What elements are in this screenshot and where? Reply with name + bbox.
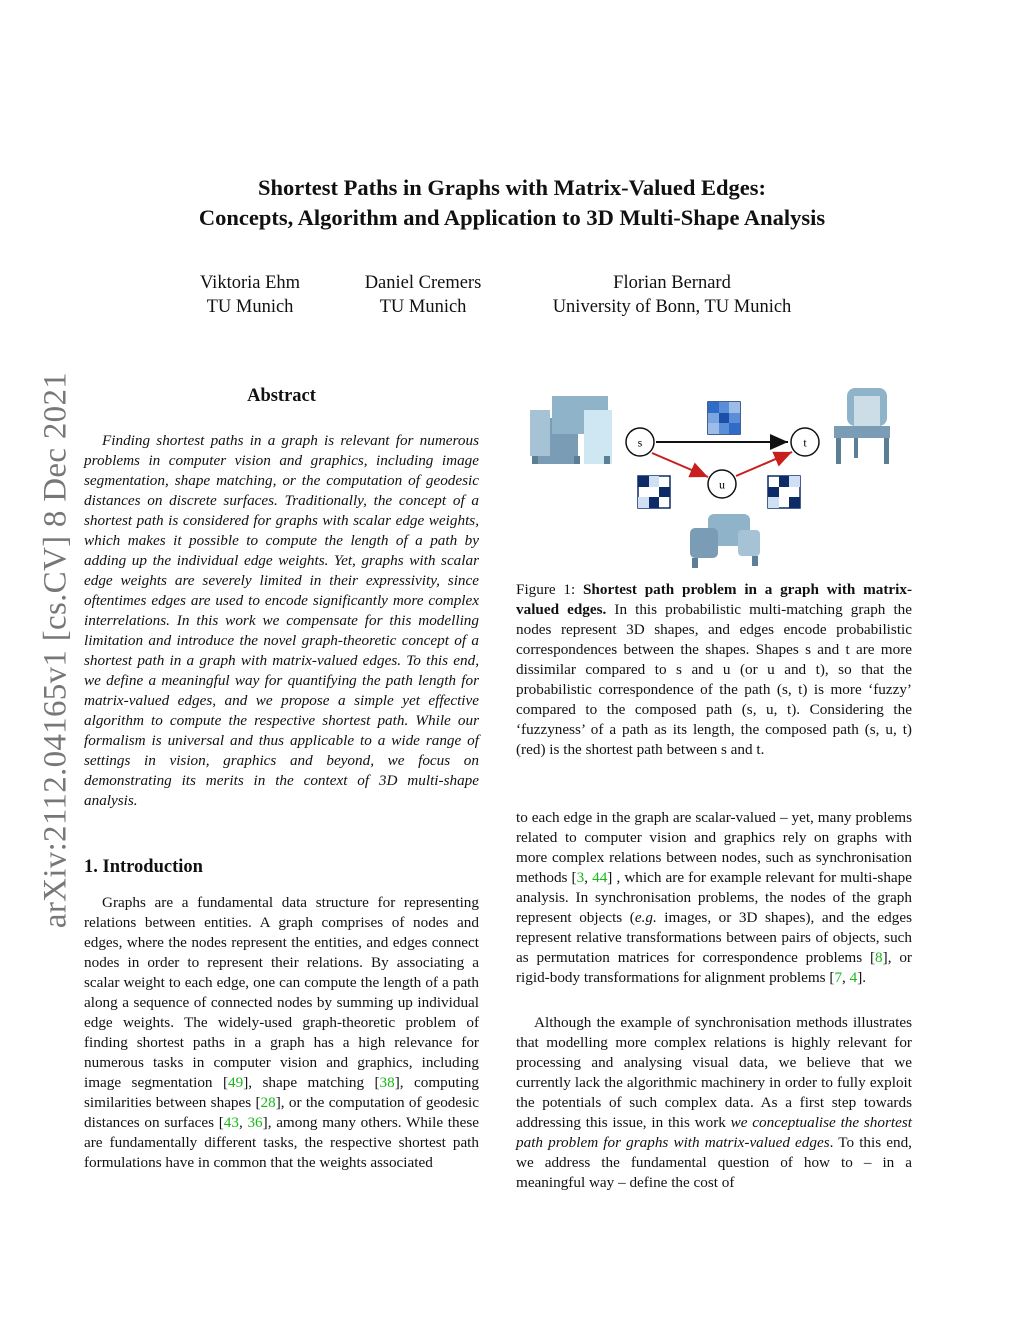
citation-link[interactable]: 28 [260, 1094, 276, 1111]
figure-1-graph [522, 380, 912, 575]
author-name: Daniel Cremers [364, 273, 482, 293]
figure-1-caption: Figure 1: Shortest path problem in a graph with matrix-valued edges. In this probabilistic multi-matching graph the nodes represent 3D shapes, and edges encode probabilistic correspondences between the shapes. Shapes s and t are more dissimilar compared to s and u (or u and t), so that the probabilistic correspondence of the path (s, t) is more ‘fuzzy’ compared to the composed path (s, u, t). Considering the ‘fuzzyness’ of a path as its length, the composed path (s, u, t) (red) is the shortest path between s and t. [516, 581, 912, 758]
matrix-icon-su [638, 476, 670, 508]
paper-title [0, 173, 1024, 233]
svg-text:t: t [803, 435, 807, 450]
chair-shape-t [834, 388, 890, 464]
svg-text:s: s [637, 435, 643, 450]
author-name: Viktoria Ehm [199, 273, 301, 293]
author-1 [180, 271, 320, 319]
citation-link[interactable]: 4 [849, 969, 858, 986]
author-2 [348, 271, 498, 319]
title-line-2: Concepts, Algorithm and Application to 3D Multi-Shape Analysis [198, 205, 826, 230]
armchair-shape-s [530, 396, 612, 464]
citation-link[interactable]: 38 [379, 1074, 395, 1091]
edge-s-u [652, 453, 708, 477]
armchair-shape-u [690, 514, 760, 568]
node-u [708, 470, 736, 498]
author-affiliation: TU Munich [206, 297, 294, 317]
author-affiliation: TU Munich [379, 297, 467, 317]
right-paragraph-2: Although the example of synchronisation methods illustrates that modelling more complex relations is highly relevant for processing and analysing visual data, we believe that we currently lack the algorithmic machinery in order to fully exploit the potentials of such complex data. As a first step towards addressing this issue, in this work we conceptualise the shortest path problem for graphs with matrix-valued edges. To this end, we address the fundamental question of how to – in a meaningful way – define the cost of [516, 1014, 912, 1191]
title-line-1: Shortest Paths in Graphs with Matrix-Valued Edges: [258, 175, 766, 200]
node-t [791, 428, 819, 456]
author-affiliation: University of Bonn, TU Munich [552, 297, 792, 317]
arxiv-stamp: arXiv:2112.04165v1 [cs.CV] 8 Dec 2021 [37, 371, 74, 929]
matrix-icon-ut [768, 476, 800, 508]
citation-link[interactable]: 3 [576, 869, 585, 886]
abstract-heading: Abstract [247, 386, 316, 406]
author-name: Florian Bernard [613, 273, 731, 293]
edge-u-t [736, 452, 792, 476]
citation-link[interactable]: 36 [247, 1114, 263, 1131]
author-3 [532, 271, 812, 319]
citation-link[interactable]: 43 [223, 1114, 239, 1131]
citation-link[interactable]: 49 [228, 1074, 244, 1091]
citation-link[interactable]: 7 [834, 969, 843, 986]
svg-text:u: u [719, 477, 725, 492]
right-paragraph-1: to each edge in the graph are scalar-valued – yet, many problems related to computer vision and graphics rely on graphs with more complex relations between nodes, such as synchronisation methods [3, 44] , which are for example relevant for multi-shape analysis. In synchronisation problems, the nodes of the graph represent objects (e.g. images, or 3D shapes), and the edges represent relative transformations between pairs of objects, such as permutation matrices for correspondence problems [8], or rigid-body transformations for alignment problems [7, 4]. [516, 809, 913, 986]
intro-paragraph: Graphs are a fundamental data structure for representing relations between entities. A graph comprises of nodes and edges, where the nodes represent the entities, and edges connect nodes in order to represent their relations. By associating a scalar weight to each edge, one can compute the length of a path along a sequence of connected nodes by summing up individual edge weights. The widely-used graph-theoretic problem of finding shortest paths in a graph has a high relevance for numerous tasks in computer vision and graphics, including image segmentation [49], shape matching [38], computing similarities between shapes [28], or the computation of geodesic distances on surfaces [43, 36], among many others. While these are fundamentally different tasks, the respective shortest path formulations have in common that the weights associated [84, 894, 480, 1171]
node-s [626, 428, 654, 456]
citation-link[interactable]: 8 [875, 949, 883, 966]
citation-link[interactable]: 44 [592, 869, 608, 886]
matrix-icon-st [708, 402, 740, 434]
abstract-text: Finding shortest paths in a graph is relevant for numerous problems in computer vision and graphics, including image segmentation, shape matching, or the computation of geodesic distances on discrete surfaces. Traditionally, the concept of a shortest path is considered for graphs with scalar edge weights, which makes it possible to compute the length of a path by adding up the individual edge weights. Yet, graphs with scalar edge weights are severely limited in their expressivity, since oftentimes edges are used to encode significantly more complex interrelations. In this work we compensate for this modelling limitation and introduce the novel graph-theoretic concept of a shortest path in a graph with matrix-valued edges. To this end, we define a meaningful way for quantifying the path length for matrix-valued edges, and we propose a simple yet effective algorithm to compute the respective shortest path. While our formalism is universal and thus applicable to a wide range of settings in vision, graphics and beyond, we focus on demonstrating its merits in the context of 3D multi-shape analysis. [84, 432, 479, 809]
section-heading-introduction: 1. Introduction [84, 857, 203, 877]
